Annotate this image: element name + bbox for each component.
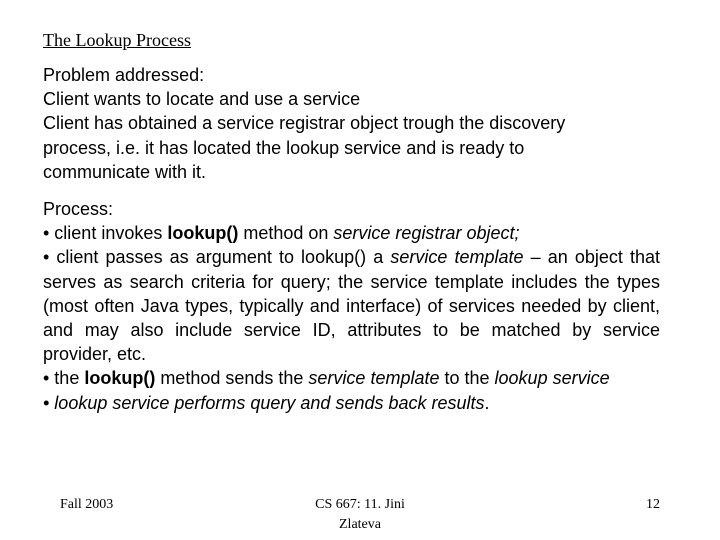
bullet-text: • client invokes xyxy=(43,223,168,244)
period: . xyxy=(484,392,490,413)
problem-line: process, i.e. it has located the lookup service and is ready to xyxy=(43,137,525,158)
template-term: service template xyxy=(308,368,440,389)
bullet-text: • client passes as argument to lookup() a xyxy=(43,247,391,268)
bullet-text: – an object that serves as search criteria for query; the service template includes the types (most often Java types, typically and interface) of services needed by client, and may also include service ID, attributes to be matched by service provider, etc. xyxy=(43,247,661,365)
problem-section xyxy=(43,63,660,184)
footer-date: Fall 2003 xyxy=(60,497,114,512)
bullet-text: to the xyxy=(439,368,495,389)
problem-line: Client wants to locate and use a service xyxy=(43,89,361,110)
lookup-service-term: lookup service xyxy=(494,368,610,389)
problem-line: Client has obtained a service registrar object trough the discovery xyxy=(43,113,566,134)
process-heading: Process: xyxy=(43,199,114,219)
method-name: lookup() xyxy=(167,223,239,244)
bullet-text: • lookup service performs query and sends back results xyxy=(43,392,485,413)
object-name: service registrar object; xyxy=(333,223,520,244)
process-bullet-template xyxy=(43,245,660,366)
process-bullet-results xyxy=(43,391,660,415)
template-term: service template xyxy=(390,247,524,268)
process-bullet-send xyxy=(43,366,660,390)
bullet-text: • the xyxy=(43,368,85,389)
problem-heading: Problem addressed: xyxy=(43,65,205,85)
method-name: lookup() xyxy=(84,368,156,389)
bullet-text: method sends the xyxy=(155,368,309,389)
process-section xyxy=(43,197,660,415)
problem-line: communicate with it. xyxy=(43,161,207,182)
process-bullet-invoke xyxy=(43,221,660,245)
slide-title: The Lookup Process xyxy=(43,30,191,50)
footer-course: CS 667: 11. Jini Zlateva xyxy=(315,497,405,532)
page-number: 12 xyxy=(646,497,660,512)
bullet-text: method on xyxy=(238,223,334,244)
